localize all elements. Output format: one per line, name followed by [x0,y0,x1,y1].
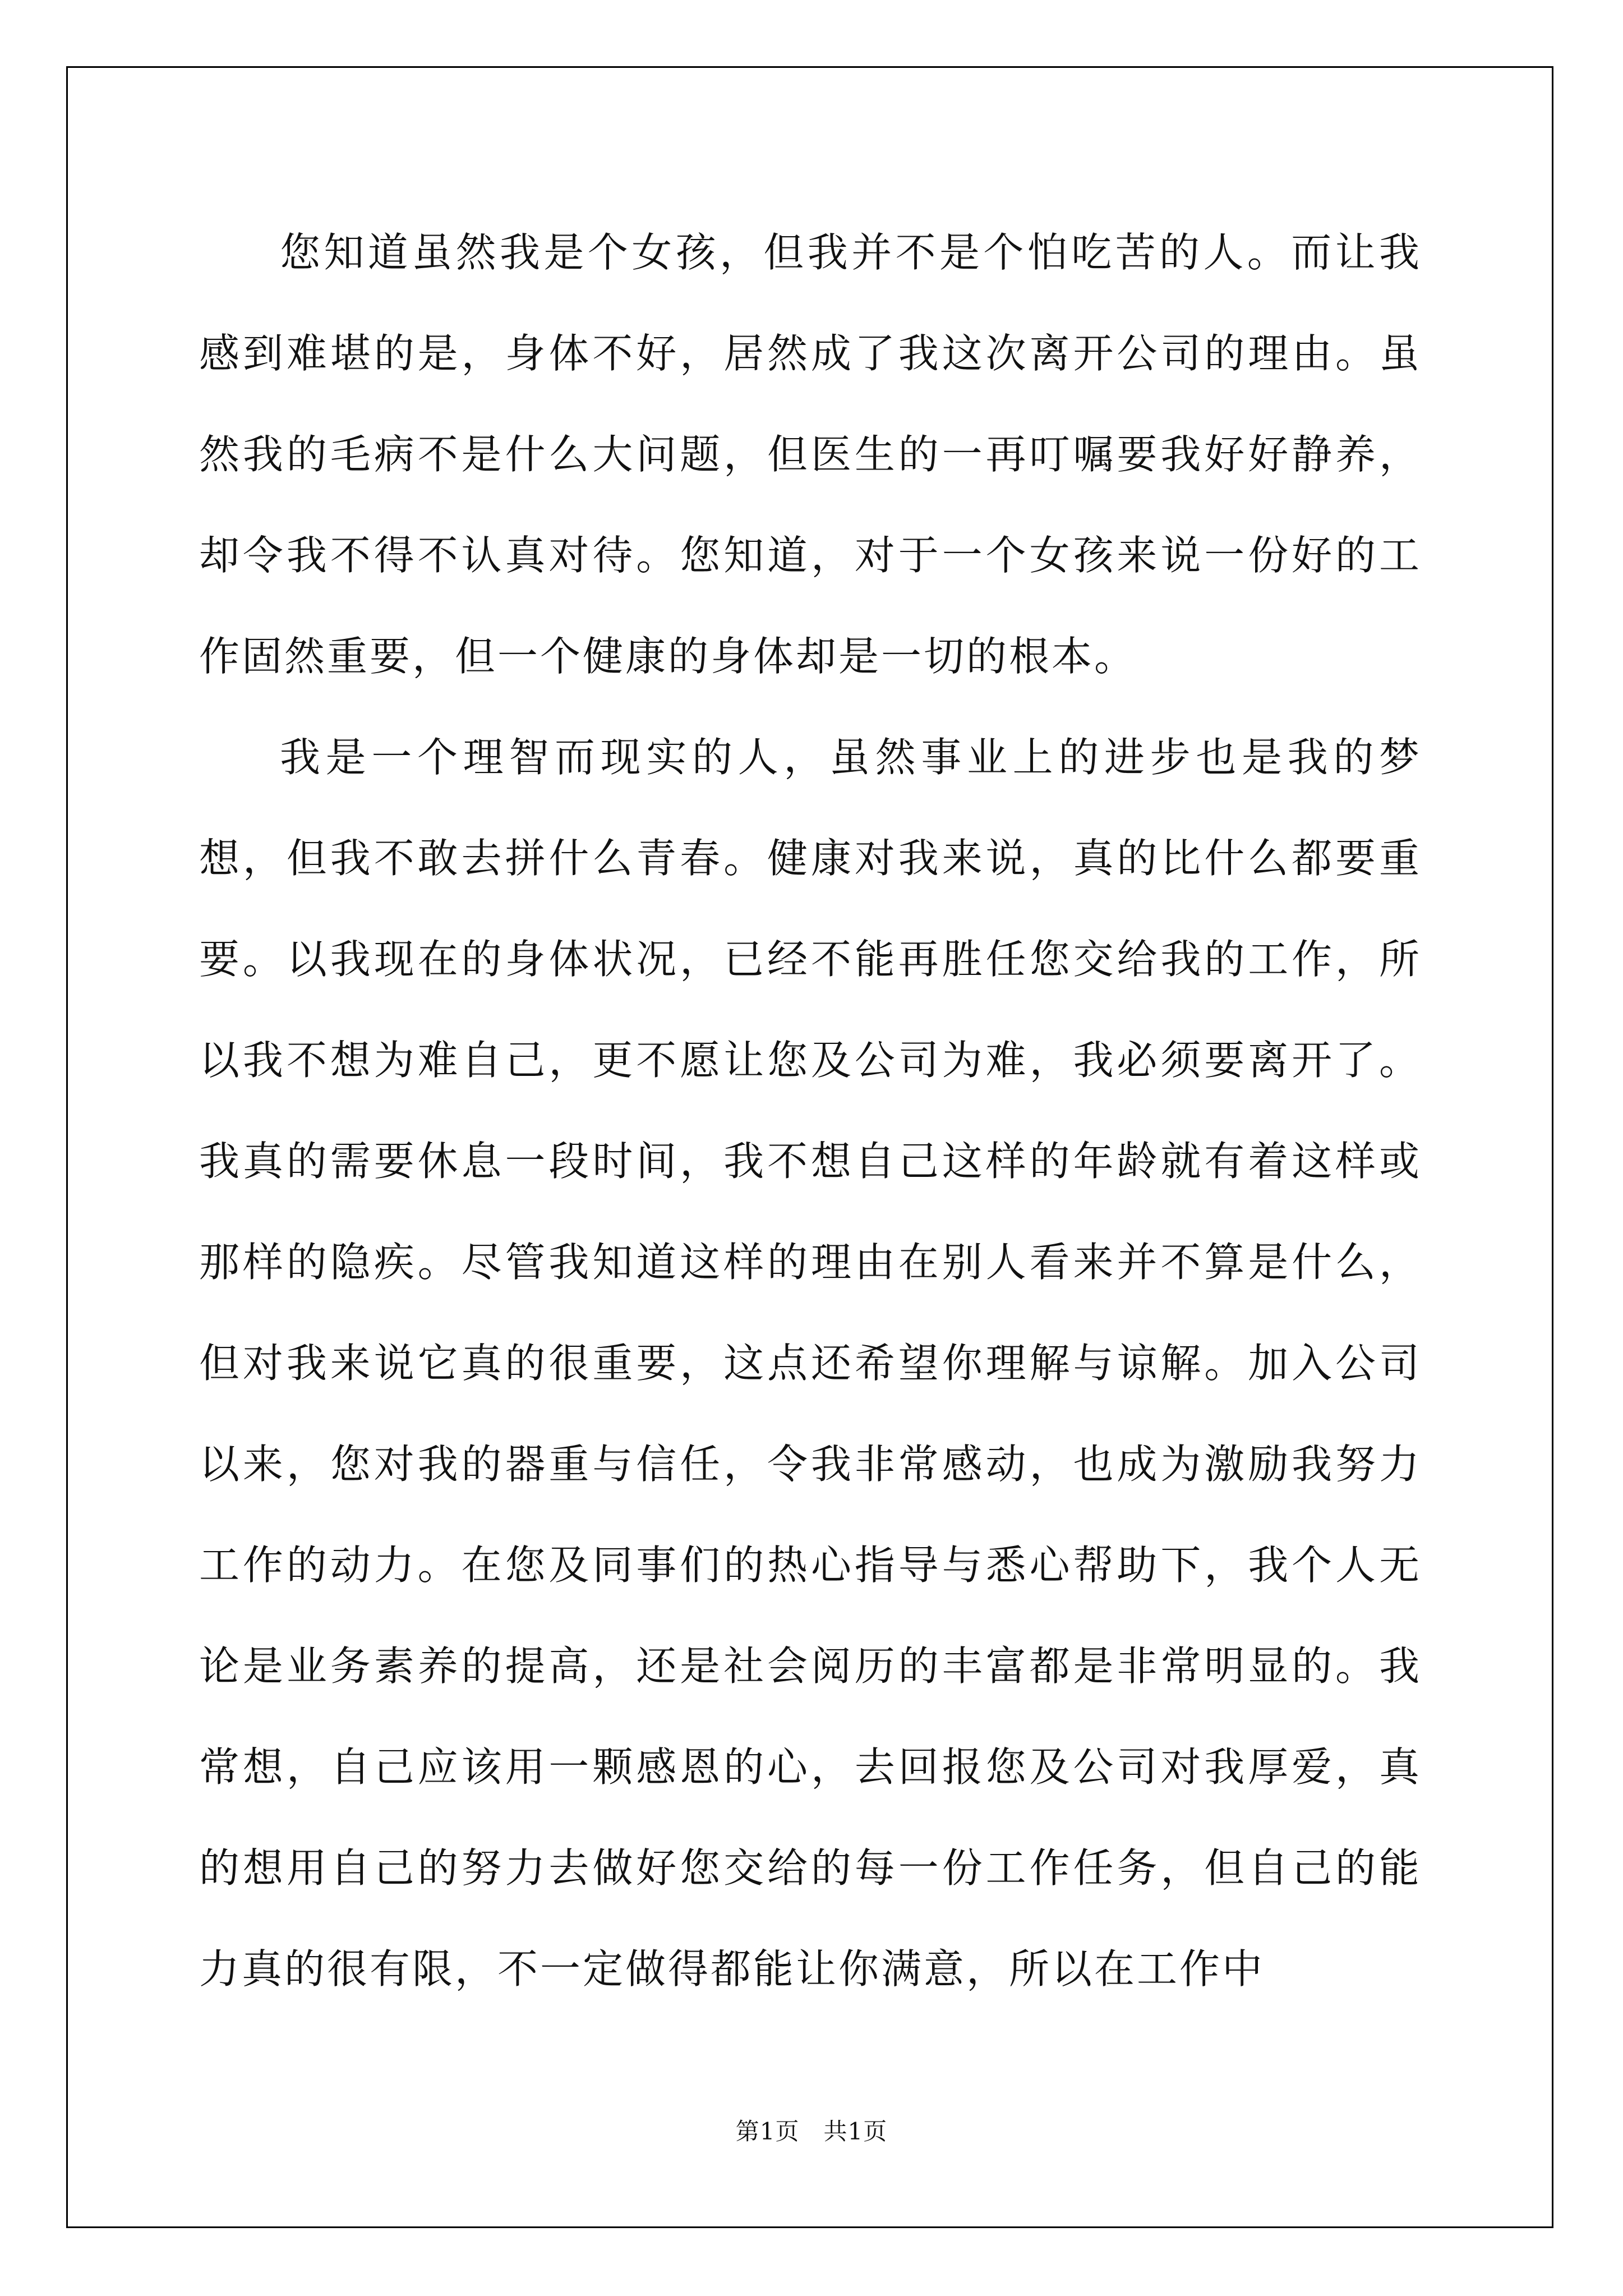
page-number: 第1页 [735,2118,800,2145]
footer-separator [799,2118,823,2145]
paragraph-1: 您知道虽然我是个女孩，但我并不是个怕吃苦的人。而让我感到难堪的是，身体不好，居然成了我这次离开公司的理由。虽然我的毛病不是什么大问题，但医生的一再叮嘱要我好好静养，却令我不得不认真对待。您知道，对于一个女孩来说一份好的工作固然重要，但一个健康的身体却是一切的根本。 [199,229,1422,680]
total-pages: 共1页 [823,2118,888,2145]
page-footer [0,2115,1623,2148]
document-body [199,202,1422,2019]
paragraph-2: 我是一个理智而现实的人，虽然事业上的进步也是我的梦想，但我不敢去拼什么青春。健康对我来说，真的比什么都要重要。以我现在的身体状况，已经不能再胜任您交给我的工作，所以我不想为难自己，更不愿让您及公司为难，我必须要离开了。我真的需要休息一段时间，我不想自己这样的年龄就有着这样或那样的隐疾。尽管我知道这样的理由在别人看来并不算是什么，但对我来说它真的很重要，这点还希望你理解与谅解。加入公司以来，您对我的器重与信任，令我非常感动，也成为激励我努力工作的动力。在您及同事们的热心指导与悉心帮助下，我个人无论是业务素养的提高，还是社会阅历的丰富都是非常明显的。我常想，自己应该用一颗感恩的心，去回报您及公司对我厚爱，真的想用自己的努力去做好您交给的每一份工作任务，但自己的能力真的很有限，不一定做得都能让你满意，所以在工作中 [199,734,1422,1993]
